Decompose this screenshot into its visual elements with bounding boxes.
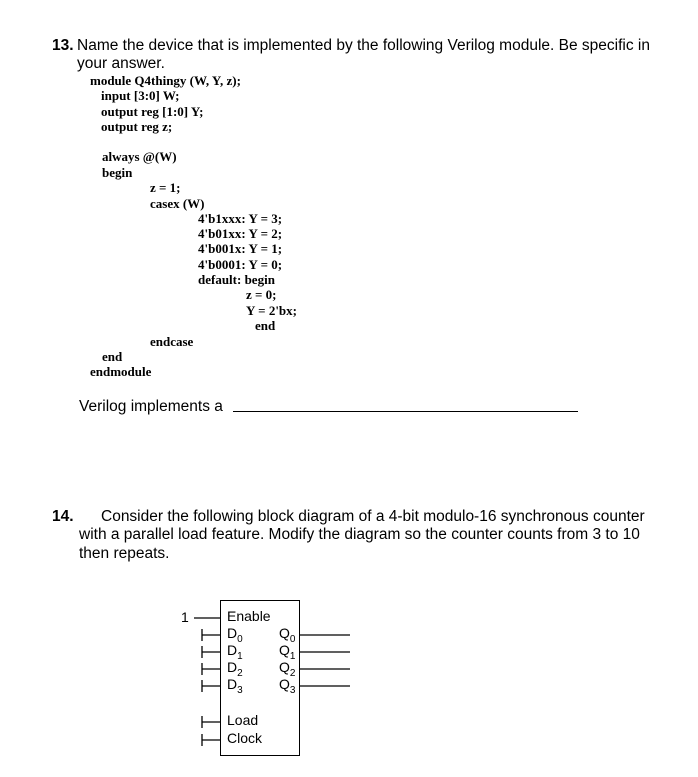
code-line: endmodule: [90, 364, 152, 379]
code-line: output reg z;: [101, 119, 173, 134]
q2-label: $Q_2$: [279, 659, 296, 679]
code-line: default: begin: [198, 272, 275, 287]
code-line: Y = 2'bx;: [246, 303, 297, 318]
code-line: 4'b1xxx: Y = 3;: [198, 211, 283, 226]
code-line: z = 1;: [150, 180, 181, 195]
q1-label: $Q_1$: [279, 642, 296, 662]
q14-prompt-line1: Consider the following block diagram of a 4-bit modulo-16 synchronous counter: [101, 508, 645, 525]
enable-input-value: 1: [181, 609, 189, 625]
load-label: Load: [227, 712, 259, 728]
answer-blank[interactable]: [233, 411, 578, 412]
code-line: input [3:0] W;: [101, 88, 180, 103]
d2-label: $D_2$: [227, 659, 243, 679]
code-line: end: [255, 318, 276, 333]
q13-prompt-line2: your answer.: [77, 55, 165, 72]
code-line: always @(W): [102, 149, 177, 164]
d0-label: $D_0$: [227, 625, 243, 645]
q13-number: 13.: [52, 37, 74, 54]
code-line: begin: [102, 165, 133, 180]
code-line: end: [102, 349, 123, 364]
d3-label: $D_3$: [227, 676, 243, 696]
code-line: casex (W): [150, 196, 205, 211]
code-line: endcase: [150, 334, 194, 349]
enable-label: Enable: [227, 608, 271, 624]
code-line: module Q4thingy (W, Y, z);: [90, 73, 241, 88]
q14-number: 14.: [52, 508, 74, 525]
code-line: 4'b001x: Y = 1;: [198, 241, 283, 256]
q13-prompt-line1: Name the device that is implemented by the following Verilog module. Be specific in: [77, 37, 650, 54]
code-line: output reg [1:0] Y;: [101, 104, 204, 119]
clock-label: Clock: [227, 730, 263, 746]
code-line: 4'b0001: Y = 0;: [198, 257, 283, 272]
q14-prompt-line3: then repeats.: [79, 545, 170, 562]
code-line: 4'b01xx: Y = 2;: [198, 226, 283, 241]
counter-block-diagram: [176, 597, 356, 767]
q0-label: $Q_0$: [279, 625, 296, 645]
code-line: z = 0;: [246, 287, 277, 302]
answer-prompt: Verilog implements a: [79, 398, 223, 415]
q14-prompt-line2: with a parallel load feature. Modify the diagram so the counter counts from 3 to 10: [79, 526, 640, 543]
d1-label: $D_1$: [227, 642, 243, 662]
q3-label: $Q_3$: [279, 676, 296, 696]
